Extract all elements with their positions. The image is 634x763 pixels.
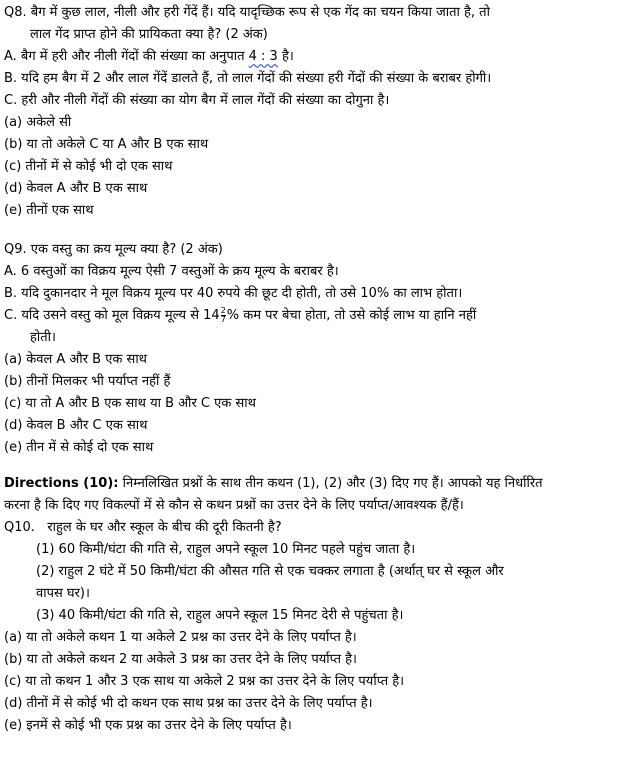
q10-statement-3: (3) 40 किमी/घंटा की गति से, राहुल अपने स्कूल 15 मिनट देरी से पहुंचता है। [36, 608, 404, 623]
q8-statement-b: B. यदि हम बैग में 2 और लाल गेंदें डालते हैं, तो लाल गेंदों की संख्या हरी गेंदों की संख्या के बराबर होगी। [4, 71, 492, 86]
q10-question-text: राहुल के घर और स्कूल के बीच की दूरी कितनी है? [47, 520, 282, 535]
q10-option-d: (d) तीनों में से कोई भी दो कथन एक साथ प्रश्न का उत्तर देने के लिए पर्याप्त है। [4, 696, 373, 711]
q8-statement-a-ratio: 4 : 3 [248, 49, 278, 64]
question-9 [4, 239, 630, 459]
q9-statement-c [4, 305, 630, 327]
q9-statement-b: B. यदि दुकानदार ने मूल विक्रय मूल्य पर 40 रुपये की छूट दी होती, तो उसे 10% का लाभ होता। [4, 286, 463, 301]
q10-number: Q10. [4, 520, 35, 535]
q10-option-a: (a) या तो अकेले कथन 1 या अकेले 2 प्रश्न का उत्तर देने के लिए पर्याप्त है। [4, 630, 357, 645]
q8-question-line-1: Q8. बैग में कुछ लाल, नीली और हरी गेंदें हैं। यदि यादृच्छिक रूप से एक गेंद का चयन किया जाता है, तो [4, 5, 490, 20]
q9-question-line: Q9. एक वस्तु का क्रय मूल्य क्या है? (2 अंक) [4, 242, 223, 257]
q8-question-line-2: लाल गेंद प्राप्त होने की प्रायिकता क्या है? (2 अंक) [30, 27, 268, 42]
q9-statement-c-text: C. यदि उसने वस्तु को मूल विक्रय मूल्य से 14 [4, 308, 220, 323]
q8-statement-a [4, 46, 630, 68]
q9-option-d: (d) केवल B और C एक साथ [4, 418, 148, 433]
q8-option-b: (b) या तो अकेले C या A और B एक साथ [4, 137, 209, 152]
q10-option-e: (e) इनमें से कोई भी एक प्रश्न का उत्तर देने के लिए पर्याप्त है। [4, 718, 292, 733]
q9-statement-a: A. 6 वस्तुओं का विक्रय मूल्य ऐसी 7 वस्तुओं के क्रय मूल्य के बराबर है। [4, 264, 339, 279]
fraction-numerator: 2 [220, 306, 226, 315]
q10-statement-2-continued: वापस घर)। [36, 586, 90, 601]
question-10 [4, 517, 630, 737]
q9-option-b: (b) तीनों मिलकर भी पर्याप्त नहीं हैं [4, 374, 171, 389]
fraction-denominator: 7 [220, 315, 226, 324]
q10-option-b: (b) या तो अकेले कथन 2 या अकेले 3 प्रश्न का उत्तर देने के लिए पर्याप्त है। [4, 652, 357, 667]
directions-label: Directions (10): [4, 476, 119, 491]
q8-option-c: (c) तीनों में से कोई भी दो एक साथ [4, 159, 173, 174]
mixed-fraction [221, 307, 226, 324]
directions-text: निम्नलिखित प्रश्नों के साथ तीन कथन (1), (2) और (3) दिए गए हैं। आपको यह निर्धारित करना है कि दिए गए विकल्पों में से कौन से कथन प्रश्नों का उत्तर देने के लिए पर्याप्त/आवश्यक हैं/हैं। [4, 476, 543, 513]
q9-statement-c-rest: % कम पर बेचा होता, तो उसे कोई लाभ या हानि नहीं [226, 308, 477, 323]
q10-option-c: (c) या तो कथन 1 और 3 एक साथ या अकेले 2 प्रश्न का उत्तर देने के लिए पर्याप्त है। [4, 674, 405, 689]
q8-statement-a-text: A. बैग में हरी और नीली गेंदों की संख्या का अनुपात [4, 49, 249, 64]
q9-statement-c-continued: होती। [30, 330, 56, 345]
spacer [4, 459, 630, 473]
q8-option-a: (a) अकेले सी [4, 115, 72, 130]
q10-question-line [4, 517, 630, 539]
q9-option-e: (e) तीन में से कोई दो एक साथ [4, 440, 154, 455]
q10-statement-1: (1) 60 किमी/घंटा की गति से, राहुल अपने स्कूल 10 मिनट पहले पहुंच जाता है। [36, 542, 416, 557]
question-8 [4, 2, 630, 222]
q9-option-c: (c) या तो A और B एक साथ या B और C एक साथ [4, 396, 256, 411]
q8-option-e: (e) तीनों एक साथ [4, 203, 94, 218]
q9-option-a: (a) केवल A और B एक साथ [4, 352, 147, 367]
directions-paragraph [4, 473, 564, 517]
q8-statement-c: C. हरी और नीली गेंदों की संख्या का योग बैग में लाल गेंदों की संख्या का दोगुना है। [4, 93, 390, 108]
spacer [4, 222, 630, 239]
q8-option-d: (d) केवल A और B एक साथ [4, 181, 148, 196]
q10-statement-2: (2) राहुल 2 घंटे में 50 किमी/घंटा की औसत गति से एक चक्कर लगाता है (अर्थात् घर से स्कूल और [36, 564, 504, 579]
q8-statement-a-end: है। [277, 49, 294, 64]
